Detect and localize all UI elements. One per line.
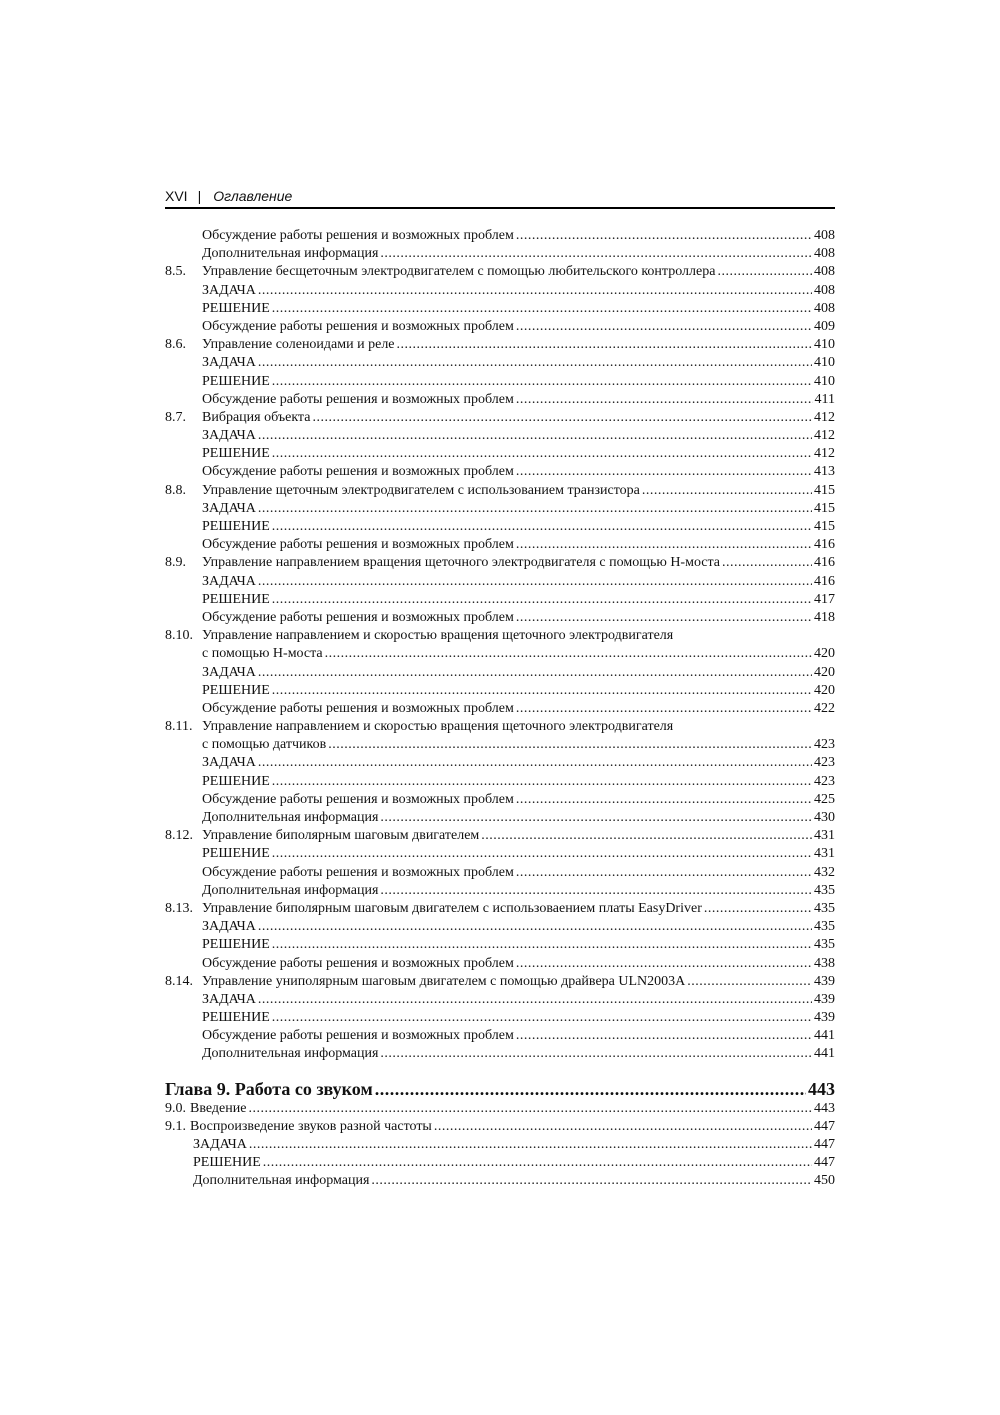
toc-page-number: 420 bbox=[814, 664, 835, 680]
toc-entry-label: РЕШЕНИЕ bbox=[202, 519, 270, 534]
toc-page-number: 439 bbox=[814, 991, 835, 1007]
leader-dots bbox=[516, 864, 812, 882]
toc-page-number: 408 bbox=[814, 228, 835, 243]
chapter-9-section bbox=[165, 1078, 835, 1191]
leader-dots bbox=[325, 645, 812, 663]
toc-page-number: 435 bbox=[814, 882, 835, 898]
toc-entry-label: ЗАДАЧА bbox=[202, 573, 256, 589]
toc-page-number: 412 bbox=[814, 409, 835, 425]
leader-dots bbox=[516, 391, 813, 409]
toc-entry-label: РЕШЕНИЕ bbox=[202, 773, 270, 789]
toc-page-number: 417 bbox=[814, 591, 835, 607]
leader-dots bbox=[516, 227, 812, 245]
leader-dots bbox=[272, 518, 812, 536]
toc-entry-title-line[interactable] bbox=[165, 627, 835, 645]
toc-entry-label: ЗАДАЧА bbox=[202, 991, 256, 1007]
toc-entry-label: Воспроизведение звуков разной частоты bbox=[190, 1118, 432, 1134]
toc-entry[interactable] bbox=[165, 1045, 835, 1063]
toc-entry-label: РЕШЕНИЕ bbox=[202, 937, 270, 953]
toc-entry-label: Обсуждение работы решения и возможных проблем bbox=[202, 537, 514, 553]
toc-section-entry[interactable] bbox=[165, 973, 835, 991]
chapter-page: 443 bbox=[808, 1078, 835, 1099]
leader-dots bbox=[258, 573, 812, 591]
toc-page-number: 431 bbox=[814, 846, 835, 862]
leader-dots bbox=[516, 609, 812, 627]
toc-entry-label: Обсуждение работы решения и возможных проблем bbox=[202, 318, 514, 334]
toc-entry-label: Обсуждение работы решения и возможных проблем bbox=[202, 791, 514, 807]
toc-page-number: 439 bbox=[814, 973, 835, 989]
toc-entry-label: Управление направлением и скоростью вращения щеточного электродвигателя bbox=[202, 628, 674, 644]
toc-page-number: 412 bbox=[814, 446, 835, 462]
toc-entry-label: ЗАДАЧА bbox=[202, 919, 256, 935]
toc-entry[interactable] bbox=[165, 300, 835, 318]
leader-dots bbox=[272, 445, 812, 463]
leader-dots bbox=[371, 1172, 812, 1190]
toc-entry-label: РЕШЕНИЕ bbox=[202, 591, 270, 607]
toc-entry-label: Дополнительная информация bbox=[202, 246, 379, 262]
toc-entry-label: Управление соленоидами и реле bbox=[202, 337, 395, 353]
chapter-title: Глава 9. Работа со звуком bbox=[165, 1078, 373, 1099]
toc-entry-label: Введение bbox=[190, 1100, 247, 1116]
toc-section-entry[interactable] bbox=[165, 1100, 835, 1118]
toc-page-number: 408 bbox=[814, 300, 835, 316]
toc-entry[interactable] bbox=[165, 882, 835, 900]
toc-page-number: 423 bbox=[814, 755, 835, 771]
toc-entry[interactable] bbox=[165, 700, 835, 718]
toc-entry-label: РЕШЕНИЕ bbox=[202, 446, 270, 462]
toc-entry[interactable] bbox=[165, 391, 835, 409]
section-number: 8.9. bbox=[165, 555, 186, 571]
toc-section-entry[interactable] bbox=[165, 263, 835, 281]
leader-dots bbox=[481, 827, 812, 845]
toc-entry[interactable] bbox=[165, 536, 835, 554]
toc-page-number: 415 bbox=[814, 519, 835, 534]
leader-dots bbox=[328, 736, 812, 754]
toc-page-number: 450 bbox=[814, 1173, 835, 1189]
document-page bbox=[165, 187, 835, 1191]
leader-dots bbox=[258, 754, 812, 772]
toc-page-number: 423 bbox=[814, 737, 835, 753]
leader-dots bbox=[516, 700, 812, 718]
toc-entry-label: РЕШЕНИЕ bbox=[202, 373, 270, 389]
toc-entry-label: Обсуждение работы решения и возможных проблем bbox=[202, 955, 514, 971]
page-number: XVI bbox=[165, 188, 188, 204]
toc-page-number: 447 bbox=[814, 1137, 835, 1152]
leader-dots bbox=[380, 1045, 812, 1063]
toc-entry-label: Вибрация объекта bbox=[202, 409, 311, 425]
toc-section-entry[interactable] bbox=[165, 554, 835, 572]
toc-entry-label: Управление направлением и скоростью вращения щеточного электродвигателя bbox=[202, 719, 674, 735]
toc-entry-label: ЗАДАЧА bbox=[202, 282, 256, 298]
toc-entry-label: Управление направлением вращения щеточного электродвигателя с помощью Н-моста bbox=[202, 555, 721, 571]
toc-entry[interactable] bbox=[165, 463, 835, 481]
toc-entry[interactable] bbox=[165, 245, 835, 263]
toc-entry-label: РЕШЕНИЕ bbox=[202, 682, 270, 698]
section-number: 8.5. bbox=[165, 264, 186, 280]
toc-page-number: 412 bbox=[814, 428, 835, 444]
toc-entry-label: РЕШЕНИЕ bbox=[202, 300, 270, 316]
leader-dots bbox=[258, 354, 812, 372]
leader-dots bbox=[258, 282, 812, 300]
leader-dots bbox=[516, 463, 812, 481]
toc-entry[interactable] bbox=[165, 445, 835, 463]
leader-dots bbox=[312, 409, 812, 427]
toc-entry[interactable] bbox=[165, 664, 835, 682]
section-number: 8.6. bbox=[165, 337, 186, 353]
toc-page-number: 410 bbox=[814, 337, 835, 353]
toc-entry-label: с помощью Н-моста bbox=[202, 646, 323, 662]
toc-section-entry[interactable] bbox=[165, 482, 835, 500]
leader-dots bbox=[272, 936, 812, 954]
leader-dots bbox=[704, 900, 812, 918]
chapter-heading[interactable] bbox=[165, 1078, 835, 1100]
leader-dots bbox=[272, 773, 812, 791]
toc-page-number: 408 bbox=[814, 282, 835, 298]
toc-page-number: 447 bbox=[814, 1118, 835, 1134]
section-number: 8.7. bbox=[165, 409, 186, 425]
toc-entry[interactable] bbox=[165, 354, 835, 372]
toc-entry[interactable] bbox=[165, 936, 835, 954]
toc-entry-label: с помощью датчиков bbox=[202, 737, 327, 753]
toc-entry-label: Дополнительная информация bbox=[202, 1046, 379, 1062]
leader-dots bbox=[258, 664, 812, 682]
leader-dots bbox=[272, 300, 812, 318]
toc-page-number: 408 bbox=[814, 246, 835, 262]
table-of-contents bbox=[165, 227, 835, 1064]
toc-entry[interactable] bbox=[165, 955, 835, 973]
leader-dots bbox=[516, 1027, 812, 1045]
toc-page-number: 438 bbox=[814, 955, 835, 971]
toc-page-number: 420 bbox=[814, 682, 835, 698]
leader-dots bbox=[248, 1100, 812, 1118]
toc-entry-label: Управление биполярным шаговым двигателем bbox=[202, 828, 480, 844]
toc-entry[interactable] bbox=[165, 845, 835, 863]
toc-page-number: 423 bbox=[814, 773, 835, 789]
toc-entry-label: Управление униполярным шаговым двигателем с помощью драйвера ULN2003A bbox=[202, 973, 686, 989]
section-number: 8.11. bbox=[165, 719, 193, 735]
toc-section-entry[interactable] bbox=[165, 1118, 835, 1136]
toc-entry[interactable] bbox=[165, 809, 835, 827]
toc-entry[interactable] bbox=[165, 609, 835, 627]
toc-section-entry[interactable] bbox=[165, 827, 835, 845]
toc-entry[interactable] bbox=[165, 736, 835, 754]
toc-entry[interactable] bbox=[165, 864, 835, 882]
toc-page-number: 416 bbox=[814, 537, 835, 553]
toc-entry[interactable] bbox=[165, 1136, 835, 1154]
toc-entry[interactable] bbox=[165, 373, 835, 391]
toc-page-number: 416 bbox=[814, 555, 835, 571]
toc-page-number: 409 bbox=[814, 318, 835, 334]
leader-dots bbox=[380, 245, 812, 263]
toc-entry-label: РЕШЕНИЕ bbox=[202, 1010, 270, 1026]
toc-entry[interactable] bbox=[165, 791, 835, 809]
leader-dots bbox=[272, 373, 812, 391]
toc-page-number: 408 bbox=[814, 264, 835, 280]
toc-entry[interactable] bbox=[165, 754, 835, 772]
toc-entry[interactable] bbox=[165, 773, 835, 791]
header-title: Оглавление bbox=[213, 188, 293, 204]
toc-page-number: 439 bbox=[814, 1010, 835, 1026]
toc-page-number: 420 bbox=[814, 646, 835, 662]
toc-page-number: 432 bbox=[814, 864, 835, 880]
toc-entry[interactable] bbox=[165, 591, 835, 609]
toc-page-number: 413 bbox=[814, 464, 835, 480]
toc-entry-label: Дополнительная информация bbox=[193, 1173, 370, 1189]
toc-section-entry[interactable] bbox=[165, 900, 835, 918]
header-separator: | bbox=[197, 188, 202, 204]
section-number: 8.12. bbox=[165, 828, 193, 844]
toc-entry[interactable] bbox=[165, 682, 835, 700]
leader-dots bbox=[258, 500, 812, 518]
toc-entry-label: Управление бесщеточным электродвигателем с помощью любительского контроллера bbox=[202, 264, 716, 280]
toc-entry-label: ЗАДАЧА bbox=[202, 355, 256, 371]
toc-entry-label: Обсуждение работы решения и возможных проблем bbox=[202, 700, 514, 716]
leader-dots bbox=[272, 591, 812, 609]
toc-entry-label: РЕШЕНИЕ bbox=[193, 1155, 261, 1171]
toc-entry-label: Дополнительная информация bbox=[202, 810, 379, 825]
section-number: 9.1. bbox=[165, 1118, 186, 1134]
toc-page-number: 441 bbox=[814, 1028, 835, 1044]
leader-dots bbox=[380, 882, 812, 900]
section-number: 9.0. bbox=[165, 1100, 186, 1116]
section-number: 8.14. bbox=[165, 973, 193, 989]
toc-page-number: 410 bbox=[814, 373, 835, 389]
toc-entry[interactable] bbox=[165, 918, 835, 936]
toc-section-entry[interactable] bbox=[165, 409, 835, 427]
toc-page-number: 411 bbox=[814, 391, 835, 407]
leader-dots bbox=[375, 1078, 806, 1100]
toc-entry[interactable] bbox=[165, 1027, 835, 1045]
toc-entry-label: ЗАДАЧА bbox=[202, 664, 256, 680]
section-number: 8.13. bbox=[165, 900, 193, 916]
toc-entry-label: РЕШЕНИЕ bbox=[202, 846, 270, 862]
toc-entry[interactable] bbox=[165, 991, 835, 1009]
toc-entry-label: Обсуждение работы решения и возможных проблем bbox=[202, 864, 514, 880]
toc-entry[interactable] bbox=[165, 500, 835, 518]
toc-page-number: 410 bbox=[814, 355, 835, 371]
toc-entry-label: ЗАДАЧА bbox=[202, 428, 256, 444]
leader-dots bbox=[258, 991, 812, 1009]
toc-entry-label: Обсуждение работы решения и возможных проблем bbox=[202, 609, 514, 625]
leader-dots bbox=[272, 845, 812, 863]
toc-page-number: 441 bbox=[814, 1046, 835, 1062]
leader-dots bbox=[272, 1009, 812, 1027]
leader-dots bbox=[516, 536, 812, 554]
toc-entry-label: Управление щеточным электродвигателем с использованием транзистора bbox=[202, 482, 640, 498]
toc-page-number: 422 bbox=[814, 700, 835, 716]
toc-page-number: 431 bbox=[814, 828, 835, 844]
toc-entry-title-line[interactable] bbox=[165, 718, 835, 736]
toc-entry-label: Управление биполярным шаговым двигателем с использоваением платы EasyDriver bbox=[202, 900, 702, 916]
toc-page-number: 443 bbox=[814, 1100, 835, 1116]
toc-page-number: 447 bbox=[814, 1155, 835, 1171]
toc-entry[interactable] bbox=[165, 645, 835, 663]
toc-page-number: 435 bbox=[814, 900, 835, 916]
leader-dots bbox=[258, 918, 812, 936]
toc-entry-label: Обсуждение работы решения и возможных проблем bbox=[202, 1028, 514, 1044]
toc-entry[interactable] bbox=[165, 427, 835, 445]
toc-entry-label: Дополнительная информация bbox=[202, 882, 379, 898]
toc-entry-label: ЗАДАЧА bbox=[193, 1137, 247, 1152]
leader-dots bbox=[258, 427, 812, 445]
leader-dots bbox=[687, 973, 812, 991]
leader-dots bbox=[249, 1136, 812, 1154]
leader-dots bbox=[642, 482, 812, 500]
toc-page-number: 435 bbox=[814, 919, 835, 935]
toc-page-number: 415 bbox=[814, 500, 835, 516]
section-number: 8.8. bbox=[165, 482, 186, 498]
toc-section-entry[interactable] bbox=[165, 336, 835, 354]
section-number: 8.10. bbox=[165, 628, 193, 644]
toc-entry-label: ЗАДАЧА bbox=[202, 755, 256, 771]
toc-entry-label: ЗАДАЧА bbox=[202, 500, 256, 516]
toc-entry[interactable] bbox=[165, 227, 835, 245]
leader-dots bbox=[722, 554, 812, 572]
leader-dots bbox=[380, 809, 812, 827]
toc-page-number: 430 bbox=[814, 810, 835, 825]
toc-entry[interactable] bbox=[165, 318, 835, 336]
toc-entry[interactable] bbox=[165, 518, 835, 536]
running-header bbox=[165, 187, 835, 209]
leader-dots bbox=[434, 1118, 812, 1136]
toc-entry-label: Обсуждение работы решения и возможных проблем bbox=[202, 391, 514, 407]
toc-entry[interactable] bbox=[165, 282, 835, 300]
toc-entry[interactable] bbox=[165, 1172, 835, 1190]
toc-page-number: 418 bbox=[814, 609, 835, 625]
toc-entry[interactable] bbox=[165, 1154, 835, 1172]
toc-entry[interactable] bbox=[165, 573, 835, 591]
leader-dots bbox=[272, 682, 812, 700]
toc-entry-label: Обсуждение работы решения и возможных проблем bbox=[202, 228, 514, 243]
leader-dots bbox=[516, 318, 812, 336]
leader-dots bbox=[717, 263, 812, 281]
toc-entry-label: Обсуждение работы решения и возможных проблем bbox=[202, 464, 514, 480]
toc-page-number: 425 bbox=[814, 791, 835, 807]
leader-dots bbox=[516, 955, 812, 973]
toc-page-number: 416 bbox=[814, 573, 835, 589]
leader-dots bbox=[263, 1154, 812, 1172]
toc-page-number: 435 bbox=[814, 937, 835, 953]
toc-page-number: 415 bbox=[814, 482, 835, 498]
toc-entry[interactable] bbox=[165, 1009, 835, 1027]
leader-dots bbox=[516, 791, 812, 809]
leader-dots bbox=[397, 336, 812, 354]
